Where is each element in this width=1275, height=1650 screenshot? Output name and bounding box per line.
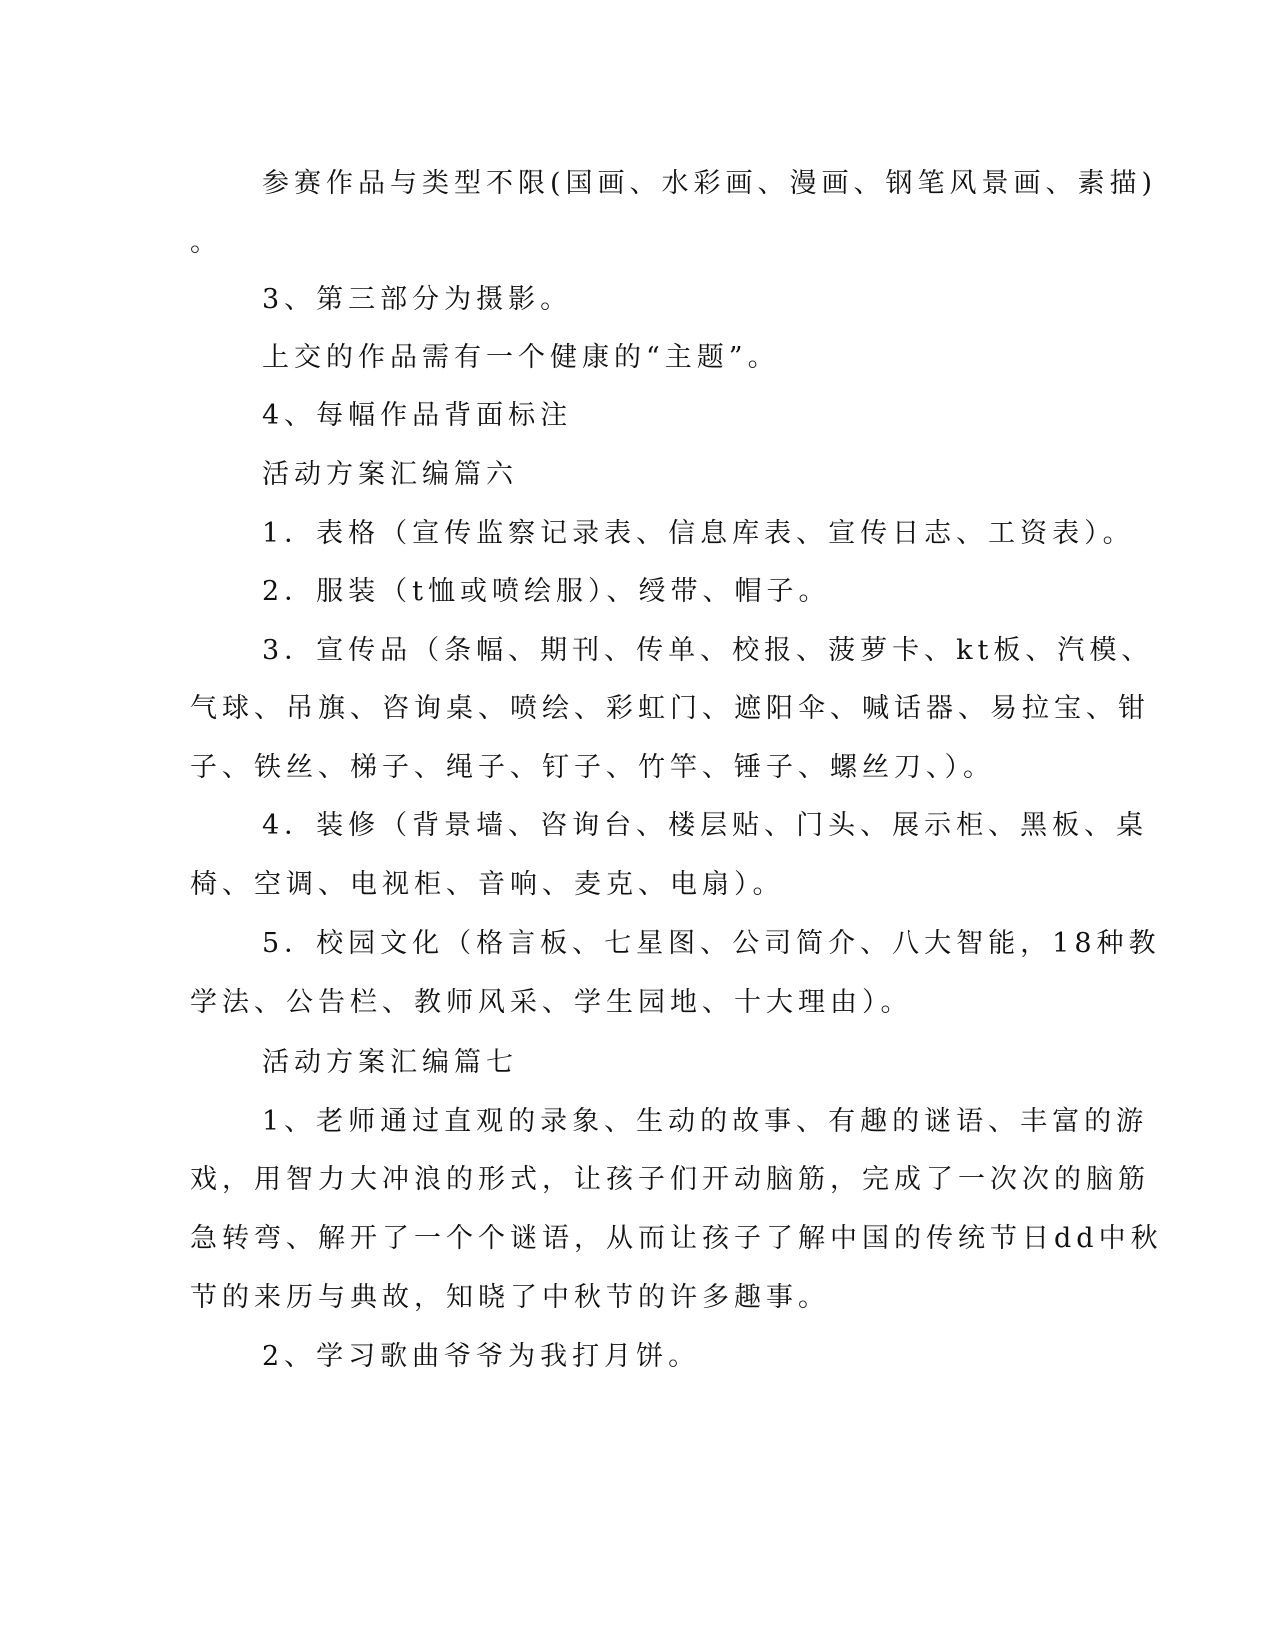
list-item: 4．装修（背景墙、咨询台、楼层贴、门头、展示柜、黑板、桌 bbox=[262, 810, 1149, 841]
paragraph-line: 3、第三部分为摄影。 bbox=[262, 284, 573, 315]
paragraph-line: 戏，用智力大冲浪的形式，让孩子们开动脑筋，完成了一次次的脑筋 bbox=[190, 1164, 1150, 1195]
paragraph-line: 1、老师通过直观的录象、生动的故事、有趣的谜语、丰富的游 bbox=[262, 1106, 1149, 1137]
paragraph-line: 参赛作品与类型不限(国画、水彩画、漫画、钢笔风景画、素描) bbox=[262, 168, 1158, 199]
section-heading: 活动方案汇编篇七 bbox=[262, 1047, 518, 1078]
paragraph-line: 2、学习歌曲爷爷为我打月饼。 bbox=[262, 1341, 701, 1372]
list-item: 1．表格（宣传监察记录表、信息库表、宣传日志、工资表）。 bbox=[262, 518, 1135, 549]
list-item-continuation: 椅、空调、电视柜、音响、麦克、电扇）。 bbox=[190, 869, 785, 900]
paragraph-line: 上交的作品需有一个健康的“主题”。 bbox=[262, 342, 780, 373]
paragraph-line: 4、每幅作品背面标注 bbox=[262, 400, 573, 431]
list-item: 3．宣传品（条幅、期刊、传单、校报、菠萝卡、kt板、汽模、 bbox=[262, 635, 1154, 666]
list-item-continuation: 学法、公告栏、教师风采、学生园地、十大理由）。 bbox=[190, 987, 913, 1018]
paragraph-line: 急转弯、解开了一个个谜语，从而让孩子了解中国的传统节日dd中秋 bbox=[190, 1223, 1163, 1254]
list-item-continuation: 气球、吊旗、咨询桌、喷绘、彩虹门、遮阳伞、喊话器、易拉宝、钳 bbox=[190, 693, 1150, 724]
paragraph-line: 节的来历与典故，知晓了中秋节的许多趣事。 bbox=[190, 1282, 830, 1313]
section-heading: 活动方案汇编篇六 bbox=[262, 459, 518, 490]
list-item: 2．服装（t恤或喷绘服）、绶带、帽子。 bbox=[262, 576, 831, 607]
paragraph-line: 。 bbox=[190, 227, 222, 258]
list-item: 5．校园文化（格言板、七星图、公司简介、八大智能，18种教 bbox=[262, 928, 1161, 959]
list-item-continuation: 子、铁丝、梯子、绳子、钉子、竹竿、锤子、螺丝刀、）。 bbox=[190, 752, 995, 783]
